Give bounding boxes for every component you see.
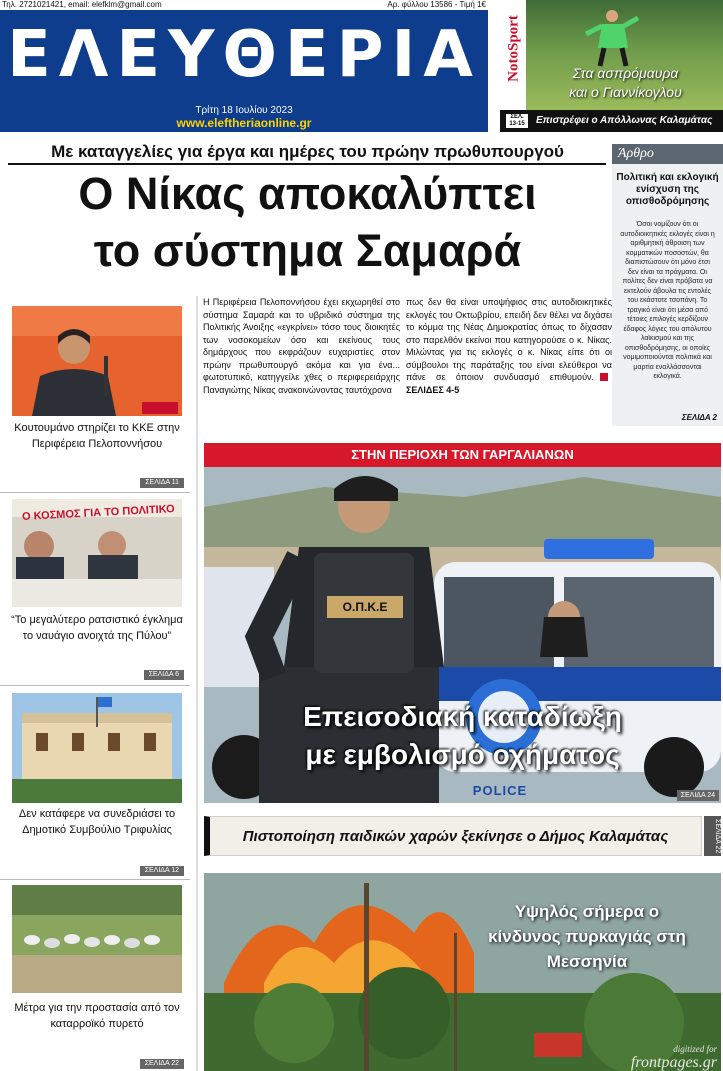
banner-text: Ο ΚΟΣΜΟΣ ΓΙΑ ΤΟ ΠΟΛΙΤΙΚΟ	[21, 503, 175, 523]
story-photo-sheep	[12, 885, 182, 993]
goalkeeper-figure	[580, 8, 640, 68]
opinion-title: Πολιτική και εκλογική ενίσχυση της οπισθοδρόμησης	[616, 172, 719, 207]
sidebar-story-caption[interactable]: Δεν κατάφερε να συνεδριάσει το Δημοτικό Συμβούλιο Τριφυλίας	[18, 808, 176, 836]
watermark-text: frontpages.gr	[630, 1054, 717, 1071]
main-photo[interactable]	[204, 467, 721, 803]
vest-label: Ο.Π.Κ.Ε	[327, 596, 403, 618]
lead-body-col1: Η Περιφέρεια Πελοποννήσου έχει εκχωρηθεί στο σύστημα Σαμαρά και το υβριδικό σύστημα της Πολιτικής Άνοιξης «εγκρίνει» τόσο τους διοικητές των νοσοκομείων όσο και εκείνους τους δημάρχους που εκφράζουν ευχαριστίες στον πρώην πρωθυπουργό ακόμα και για ένα... φωτοτυπικό, κατηγγείλε χθες ο περιφερειάρχης Παναγιώτης Νίκας ανακοινώνοντας ταυτόχρονα	[203, 297, 400, 395]
opinion-page: ΣΕΛΙΔΑ 2	[681, 413, 717, 422]
sidebar-story-caption[interactable]: Μέτρα για την προστασία από τον καταρροϊκό πυρετό	[14, 1002, 180, 1030]
masthead[interactable]	[0, 10, 488, 132]
watermark	[631, 1043, 717, 1069]
website-link[interactable]: www.eleftheriaonline.gr	[176, 116, 312, 130]
sport-caption-line2: και ο Γιαννίκογλου	[569, 84, 682, 100]
sidebar-story-caption[interactable]: “Το μεγαλύτερο ρατσιστικό έγκλημα το ναυάγιο ανοιχτά της Πύλου”	[11, 614, 183, 642]
photo-page: ΣΕΛΙΔΑ 24	[677, 790, 719, 801]
lead-pages[interactable]: ΣΕΛΙΔΕΣ 4-5	[406, 372, 612, 395]
divider	[8, 163, 606, 165]
sport-caption-line1: Στα ασπρόμαυρα	[572, 65, 679, 81]
lead-body-col2	[406, 296, 612, 396]
sport-caption	[528, 64, 723, 102]
lead-body-col2-text: πως δεν θα είναι υποψήφιος στις αυτοδιοικητικές εκλογές του Οκτωβρίου, επειδή δεν θέλει να διχάσει το κόμμα της Νέας Δημοκρατίας όπως το δίχασαν στο παρελθόν εκείνοι που κατηγορούσε ο κ. Νίκας. Μιλώντας για τις εκλογές ο κ. Νίκας είπε ότι οι σύμβουλοι της παράταξης του είναι ελεύθεροι να πάνε σε όποιον συνδυασμό επιθυμούν.	[406, 297, 612, 382]
sidebar-story-page: ΣΕΛΙΔΑ 11	[140, 478, 184, 488]
newspaper-logo: ΕΛΕΥΘΕΡΙΑ	[7, 18, 481, 92]
masthead-topline	[0, 0, 500, 10]
divider	[0, 492, 190, 493]
left-sidebar	[0, 296, 198, 1071]
lead-overline: Με καταγγελίες για έργα και ημέρες του πρώην πρωθυπουργού	[51, 142, 564, 161]
sidebar-story-page: ΣΕΛΙΔΑ 6	[144, 670, 184, 680]
sport-page-tag: ΣΕΛ. 13-15	[506, 114, 528, 128]
watermark-small: digitized for	[673, 1044, 717, 1054]
story-photo-townhall	[12, 693, 182, 803]
photo-headline-line2: με εμβολισμό οχήματος	[305, 739, 620, 770]
lead-headline-line2[interactable]: το σύστημα Σαμαρά	[93, 225, 522, 276]
sidebar-story-page: ΣΕΛΙΔΑ 12	[140, 866, 184, 876]
opinion-label: Άρθρο	[612, 144, 723, 164]
divider	[0, 879, 190, 880]
sport-bar-text: Επιστρέφει ο Απόλλωνας Καλαμάτας	[536, 115, 713, 126]
contact-info: Τηλ. 2721021421, email: elefklm@gmail.com	[2, 0, 162, 9]
opinion-box[interactable]	[612, 144, 723, 426]
story-photo-politician	[12, 306, 182, 416]
sport-bar[interactable]	[500, 110, 723, 132]
divider	[0, 685, 190, 686]
issue-info: Αρ. φύλλου 13586 - Τιμή 1€	[387, 0, 486, 9]
playground-strip[interactable]: Πιστοποίηση παιδικών χαρών ξεκίνησε ο Δήμος Καλαμάτας	[204, 816, 702, 856]
opinion-body: Όσοι νομίζουν ότι οι αυτοδιοικητικές εκλογές είναι η αριθμητική άθροιση των κομματικών ποσοστών, θα διαπιστώσουν ότι μόνο έτσι δεν είναι τα πράγματα. Οι πολίτες δεν είναι πρόβατα να εκτελούν άβουλα τις εντολές του εκάστοτε τσοπάνη. Το τραγικό είναι ότι μέσα από τέτοιες επιλογές κερδίζουν έδαφος λόγιες του απόλυτου λαϊκισμού και της οπισθοδρόμησης, οι οποίες νομιμοποιούνται πολιτικά και μαρτία εναλλάσσονται εκλογικά.	[620, 221, 715, 380]
sport-brand: NotoSport	[505, 15, 522, 82]
photo-headline-line1: Επεισοδιακή καταδίωξη	[303, 701, 622, 732]
photo-banner: ΣΤΗΝ ΠΕΡΙΟΧΗ ΤΩΝ ΓΑΡΓΑΛΙΑΝΩΝ	[204, 443, 721, 467]
sport-teaser[interactable]	[500, 0, 723, 110]
story-photo-press	[12, 499, 182, 607]
police-label: POLICE	[472, 783, 528, 798]
fire-caption: Υψηλός σήμερα ο κίνδυνος πυρκαγιάς στη Μεσσηνία	[488, 902, 686, 971]
issue-date: Τρίτη 18 Ιουλίου 2023	[195, 105, 293, 116]
strip-page: ΣΕΛΙΔΑ 22	[704, 816, 721, 856]
sidebar-story-page: ΣΕΛΙΔΑ 22	[140, 1059, 184, 1069]
sidebar-story-caption[interactable]: Κουτουμάνο στηρίζει το ΚΚΕ στην Περιφέρεια Πελοποννήσου	[14, 422, 180, 450]
fire-photo[interactable]	[204, 873, 721, 1071]
lead-headline-line1[interactable]: Ο Νίκας αποκαλύπτει	[78, 168, 537, 219]
